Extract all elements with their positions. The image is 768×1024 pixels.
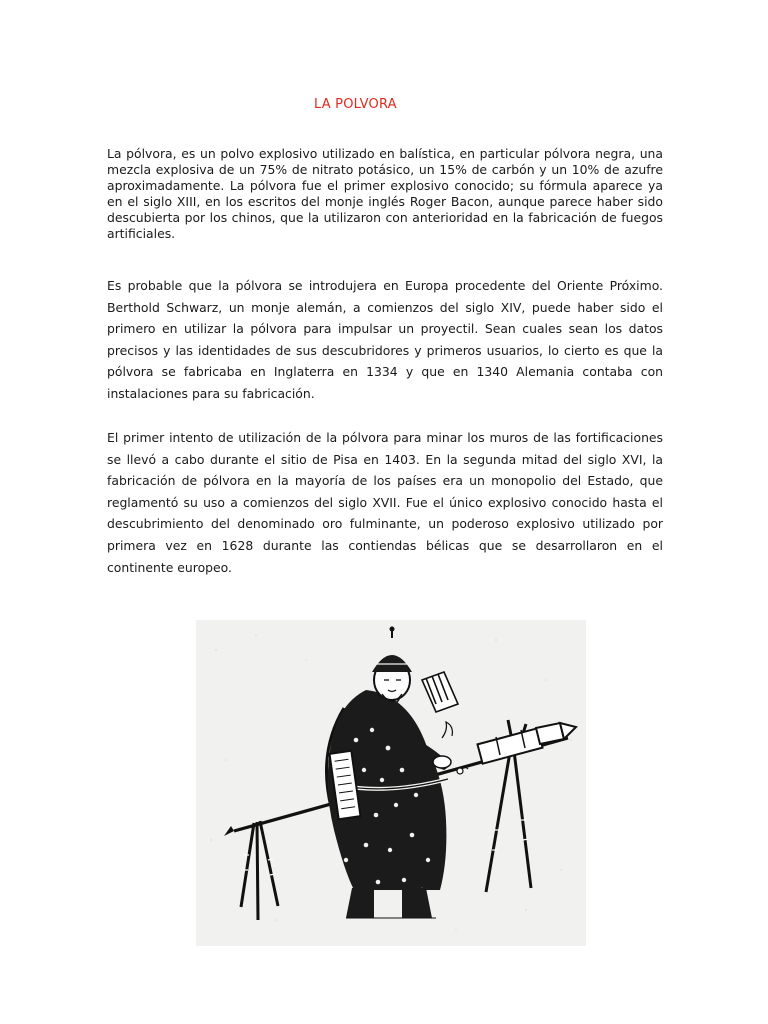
paragraph-1: La pólvora, es un polvo explosivo utilizado en balística, en particular pólvora negra, una mezcla explosiva de un 75% de nitrato potásico, un 15% de carbón y un 10% de azufre aproximadamente. La pólvora fue el primer explosivo conocido; su fórmula aparece ya en el siglo XIII, en los escritos del monje inglés Roger Bacon, aunque parece haber sido descubierta por los chinos, que la utilizaron con anterioridad en la fabricación de fuegos artificiales.: [107, 146, 663, 241]
paragraph-3: El primer intento de utilización de la pólvora para minar los muros de las fortificaciones se llevó a cabo durante el sitio de Pisa en 1403. En la segunda mitad del siglo XVI, la fabricación de pólvora en la mayoría de los países era un monopolio del Estado, que reglamentó su uso a comienzos del siglo XVII. Fue el único explosivo conocido hasta el descubrimiento del denominado oro fulminante, un poderoso explosivo utilizado por primera vez en 1628 durante las contiendas bélicas que se desarrollaron en el continente europeo.: [107, 430, 663, 575]
paragraph-2: Es probable que la pólvora se introdujera en Europa procedente del Oriente Próximo. Berthold Schwarz, un monje alemán, a comienzos del siglo XIV, puede haber sido el primero en utilizar la pólvora para impulsar un proyectil. Sean cuales sean los datos precisos y las identidades de sus descubridores y primeros usuarios, lo cierto es que la pólvora se fabricaba en Inglaterra en 1334 y que en 1340 Alemania contaba con instalaciones para su fabricación.: [107, 278, 663, 401]
warrior-rocket-illustration: [196, 620, 586, 946]
document-title: LA POLVORA: [314, 97, 397, 112]
illustration-graphic: [196, 620, 586, 946]
